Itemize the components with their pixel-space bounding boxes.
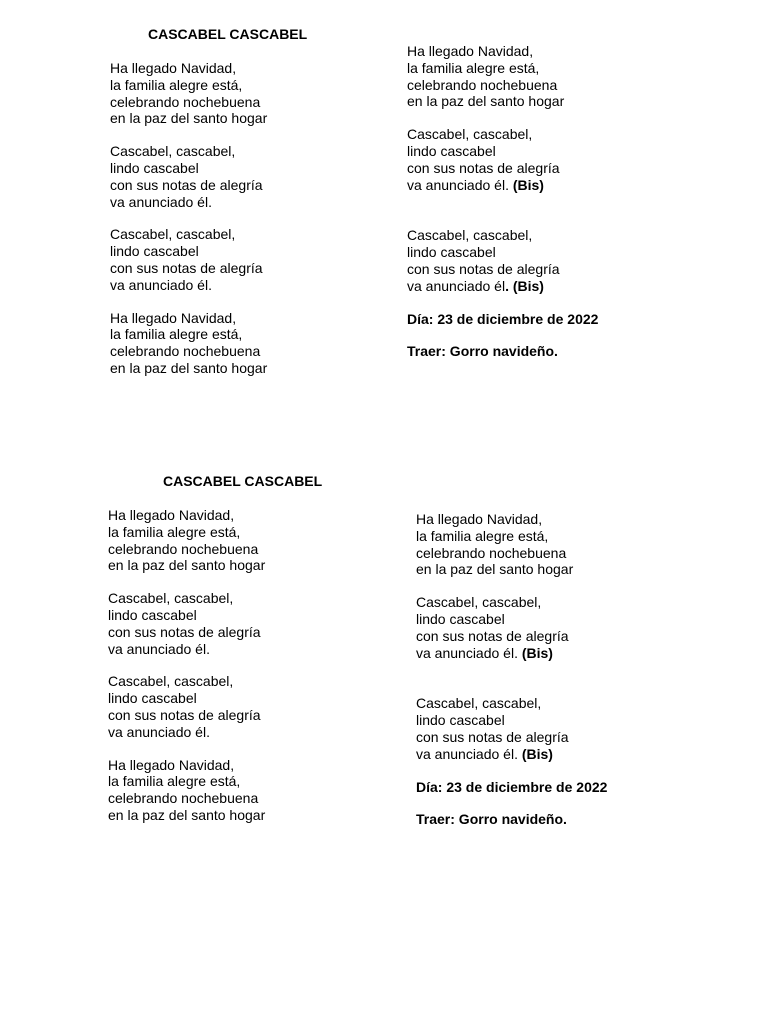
lyric-line: va anunciado él. [108,640,210,657]
song-title: CASCABEL CASCABEL [148,26,308,42]
lyric-line: en la paz del santo hogar [108,557,266,574]
lyric-text: va anunciado él. [416,644,518,661]
verse-stanza [108,757,408,824]
lyric-line: Ha llegado Navidad, [407,43,534,59]
lyric-text: va anunciado él. [416,745,518,762]
lyric-line: Ha llegado Navidad, [110,309,237,326]
lyric-line: celebrando nochebuena [108,540,259,557]
lyric-line: con sus notas de alegría [416,728,569,745]
verse-stanza [110,60,410,127]
lyric-line: con sus notas de alegría [407,159,560,176]
chorus-stanza [110,143,410,210]
lyric-line: lindo cascabel [407,142,496,159]
bring-item-note: Traer: Gorro navideño. [407,343,558,360]
lyric-line: la familia alegre está, [407,59,540,76]
lyric-line: en la paz del santo hogar [416,561,574,578]
verse-stanza [407,43,707,110]
lyric-line: Cascabel, cascabel, [108,673,234,690]
repeat-marker: (Bis) [521,745,553,762]
lyric-line: celebrando nochebuena [416,544,567,561]
lyric-line: con sus notas de alegría [108,623,261,640]
event-date: Día: 23 de diciembre de 2022 [416,778,608,795]
repeat-marker: . (Bis) [505,277,544,294]
lyric-line: la familia alegre está, [110,326,243,343]
song-title: CASCABEL CASCABEL [163,473,323,489]
lyric-line: con sus notas de alegría [108,706,261,723]
lyric-line-with-repeat [416,645,716,662]
bring-item-note: Traer: Gorro navideño. [416,811,567,828]
lyric-line: lindo cascabel [110,159,199,176]
lyric-line: la familia alegre está, [108,773,241,790]
event-date: Día: 23 de diciembre de 2022 [407,310,599,327]
chorus-stanza [108,673,408,740]
lyrics-left-column [108,507,408,840]
lyric-line: lindo cascabel [110,243,199,260]
lyric-text: va anunciado él [407,277,506,294]
lyrics-right-column [407,43,707,360]
repeat-marker: (Bis) [512,176,544,193]
lyric-text: va anunciado él. [407,176,509,193]
chorus-stanza [407,126,707,193]
lyric-line: la familia alegre está, [110,76,243,93]
chorus-stanza [110,226,410,293]
verse-stanza [108,507,408,574]
lyric-line: con sus notas de alegría [416,627,569,644]
verse-stanza [416,511,716,578]
chorus-stanza [108,590,408,657]
lyric-line: Cascabel, cascabel, [416,695,542,712]
lyric-line: va anunciado él. [110,276,212,293]
lyric-line: Cascabel, cascabel, [110,143,236,160]
lyric-line: va anunciado él. [110,193,212,210]
lyric-line: en la paz del santo hogar [110,110,268,127]
lyric-line: Cascabel, cascabel, [416,594,542,611]
lyric-line: la familia alegre está, [416,527,549,544]
chorus-stanza [416,695,716,762]
lyric-line: con sus notas de alegría [110,259,263,276]
lyric-line: Cascabel, cascabel, [110,226,236,243]
lyric-line: lindo cascabel [416,712,505,729]
lyric-line: lindo cascabel [108,690,197,707]
lyric-line: en la paz del santo hogar [108,806,266,823]
chorus-stanza [416,594,716,661]
lyric-line: con sus notas de alegría [407,260,560,277]
lyric-line: la familia alegre está, [108,523,241,540]
lyric-line: celebrando nochebuena [108,790,259,807]
lyric-line: lindo cascabel [407,244,496,261]
lyric-line: con sus notas de alegría [110,176,263,193]
repeat-marker: (Bis) [521,644,553,661]
lyric-line: en la paz del santo hogar [407,93,565,110]
lyric-line: lindo cascabel [108,606,197,623]
lyric-line: celebrando nochebuena [110,343,261,360]
verse-stanza [110,310,410,377]
lyrics-left-column [110,60,410,393]
lyric-line: Cascabel, cascabel, [407,227,533,244]
lyric-line-with-repeat [407,177,707,194]
lyric-line: Cascabel, cascabel, [108,590,234,607]
lyric-line: Cascabel, cascabel, [407,126,533,143]
lyric-line: Ha llegado Navidad, [108,507,235,523]
lyric-line: celebrando nochebuena [407,76,558,93]
lyric-line: va anunciado él. [108,723,210,740]
lyric-line: Ha llegado Navidad, [416,511,543,527]
lyric-line: lindo cascabel [416,610,505,627]
lyric-line-with-repeat [416,746,716,763]
lyric-line: Ha llegado Navidad, [108,756,235,773]
lyrics-right-column [416,511,716,828]
lyric-line-with-repeat [407,278,707,295]
lyric-line: celebrando nochebuena [110,93,261,110]
lyric-line: en la paz del santo hogar [110,359,268,376]
chorus-stanza [407,227,707,294]
lyric-line: Ha llegado Navidad, [110,60,237,76]
